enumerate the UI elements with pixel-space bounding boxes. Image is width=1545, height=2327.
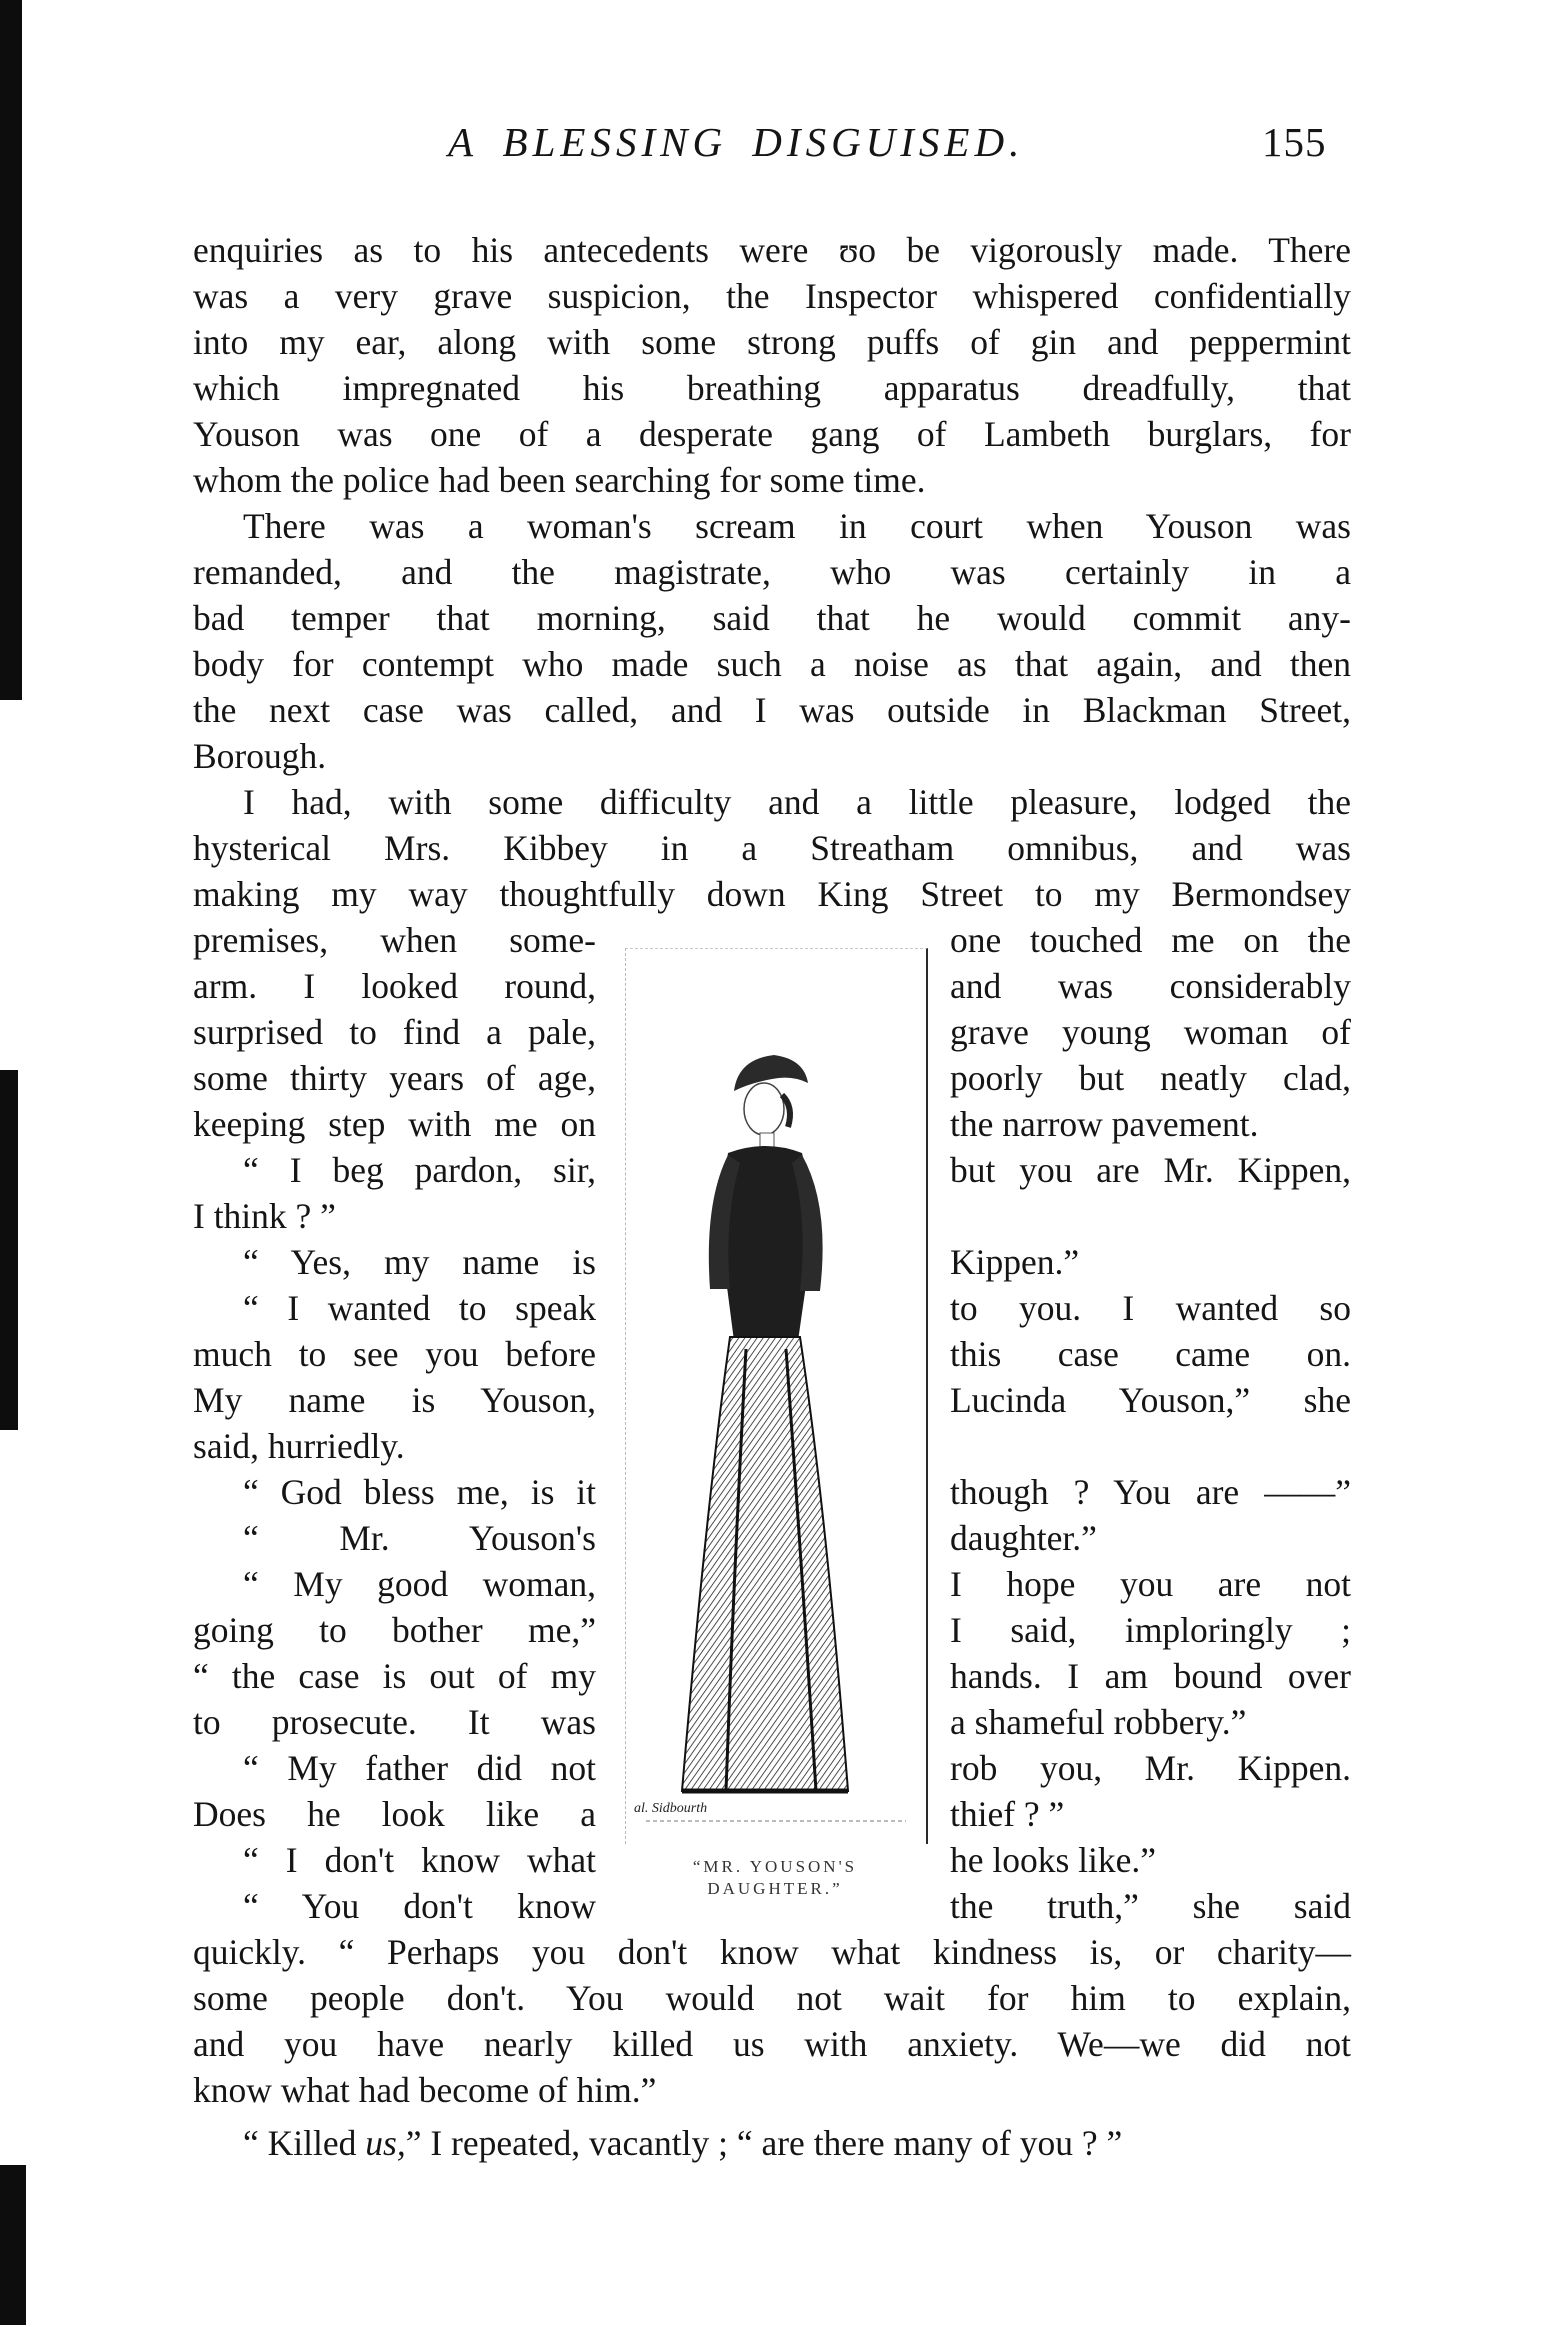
text-line: enquiries as to his antecedents were ʊo be vigorously made. There <box>193 230 1351 270</box>
text-line: which impregnated his breathing apparatus dreadfully, that <box>193 368 1351 408</box>
text-line: I had, with some difficulty and a little pleasure, lodged the <box>243 782 1351 822</box>
text-line: the next case was called, and I was outside in Blackman Street, <box>193 690 1351 730</box>
text-line: quickly. “ Perhaps you don't know what kindness is, or charity— <box>193 1932 1351 1972</box>
text-line: some thirty years of age, <box>193 1058 596 1098</box>
text-line: much to see you before <box>193 1334 596 1374</box>
text-line: “ You don't know <box>243 1886 596 1926</box>
text-line: surprised to find a pale, <box>193 1012 596 1052</box>
text-line: hysterical Mrs. Kibbey in a Streatham omnibus, and was <box>193 828 1351 868</box>
text-line: daughter.” <box>950 1518 1097 1558</box>
text-line: “ God bless me, is it <box>243 1472 596 1512</box>
text-line <box>950 1423 1351 1469</box>
text-line <box>950 1193 1351 1239</box>
running-title: A BLESSING DISGUISED. <box>448 119 1025 165</box>
text-line: “ I wanted to speak <box>243 1288 596 1328</box>
scan-edge-shadow-middle <box>0 1070 18 1430</box>
text-line: and you have nearly killed us with anxiety. We—we did not <box>193 2024 1351 2064</box>
text-line: “ My father did not <box>243 1748 596 1788</box>
text-line: and was considerably <box>950 966 1351 1006</box>
text-line: Youson was one of a desperate gang of Lambeth burglars, for <box>193 414 1351 454</box>
text-line: poorly but neatly clad, <box>950 1058 1351 1098</box>
text-line: Kippen.” <box>950 1242 1080 1282</box>
figure-caption <box>640 1856 910 1900</box>
text-line: hands. I am bound over <box>950 1656 1351 1696</box>
text-line: one touched me on the <box>950 920 1351 960</box>
text-span: ” I repeated, vacantly ; “ are there many of you ? ” <box>405 2123 1123 2163</box>
text-line: “ Mr. Youson's <box>243 1518 596 1558</box>
text-line: a shameful robbery.” <box>950 1702 1247 1742</box>
text-line: There was a woman's scream in court when Youson was <box>243 506 1351 546</box>
text-line: he looks like.” <box>950 1840 1157 1880</box>
text-line: I think ? ” <box>193 1196 336 1236</box>
artist-signature: al. Sidbourth <box>634 1801 708 1816</box>
text-line: to you. I wanted so <box>950 1288 1351 1328</box>
illustration-frame <box>625 948 928 1844</box>
text-line: keeping step with me on <box>193 1104 596 1144</box>
text-line: arm. I looked round, <box>193 966 596 1006</box>
text-line: “ Yes, my name is <box>243 1242 596 1282</box>
text-line: premises, when some- <box>193 920 596 960</box>
text-line: this case came on. <box>950 1334 1351 1374</box>
text-line: grave young woman of <box>950 1012 1351 1052</box>
emphasis-text: us, <box>365 2123 406 2163</box>
text-line: I hope you are not <box>950 1564 1351 1604</box>
text-line: “ the case is out of my <box>193 1656 596 1696</box>
text-line: know what had become of him.” <box>193 2070 657 2110</box>
text-line: to prosecute. It was <box>193 1702 596 1742</box>
text-line: I said, imploringly ; <box>950 1610 1351 1650</box>
woman-illustration <box>626 949 926 1844</box>
text-line: remanded, and the magistrate, who was certainly in a <box>193 552 1351 592</box>
text-line: whom the police had been searching for some time. <box>193 460 926 500</box>
text-line: though ? You are ——” <box>950 1472 1351 1512</box>
caption-line: DAUGHTER.” <box>707 1879 843 1898</box>
text-line: My name is Youson, <box>193 1380 596 1420</box>
text-line: into my ear, along with some strong puffs of gin and peppermint <box>193 322 1351 362</box>
text-line: some people don't. You would not wait for him to explain, <box>193 1978 1351 2018</box>
text-line: making my way thoughtfully down King Street to my Bermondsey <box>193 874 1351 914</box>
text-line: body for contempt who made such a noise as that again, and then <box>193 644 1351 684</box>
text-line: the narrow pavement. <box>950 1104 1259 1144</box>
final-line <box>193 2120 1351 2166</box>
scan-edge-shadow-bottom <box>0 2165 26 2325</box>
text-line: bad temper that morning, said that he would commit any- <box>193 598 1351 638</box>
text-line: was a very grave suspicion, the Inspector whispered confidentially <box>193 276 1351 316</box>
text-line: the truth,” she said <box>950 1886 1351 1926</box>
text-line: rob you, Mr. Kippen. <box>950 1748 1351 1788</box>
text-span: “ Killed <box>243 2123 366 2163</box>
scan-edge-shadow-top <box>0 0 22 700</box>
page-number: 155 <box>1262 119 1327 165</box>
text-line: “ My good woman, <box>243 1564 596 1604</box>
text-line: Lucinda Youson,” she <box>950 1380 1351 1420</box>
text-line: but you are Mr. Kippen, <box>950 1150 1351 1190</box>
text-line: “ I beg pardon, sir, <box>243 1150 596 1190</box>
text-line: Does he look like a <box>193 1794 596 1834</box>
text-line: said, hurriedly. <box>193 1426 405 1466</box>
text-line: going to bother me,” <box>193 1610 596 1650</box>
text-line: “ I don't know what <box>243 1840 596 1880</box>
caption-line: “MR. YOUSON'S <box>692 1857 858 1876</box>
text-line: Borough. <box>193 736 327 776</box>
text-line: thief ? ” <box>950 1794 1065 1834</box>
